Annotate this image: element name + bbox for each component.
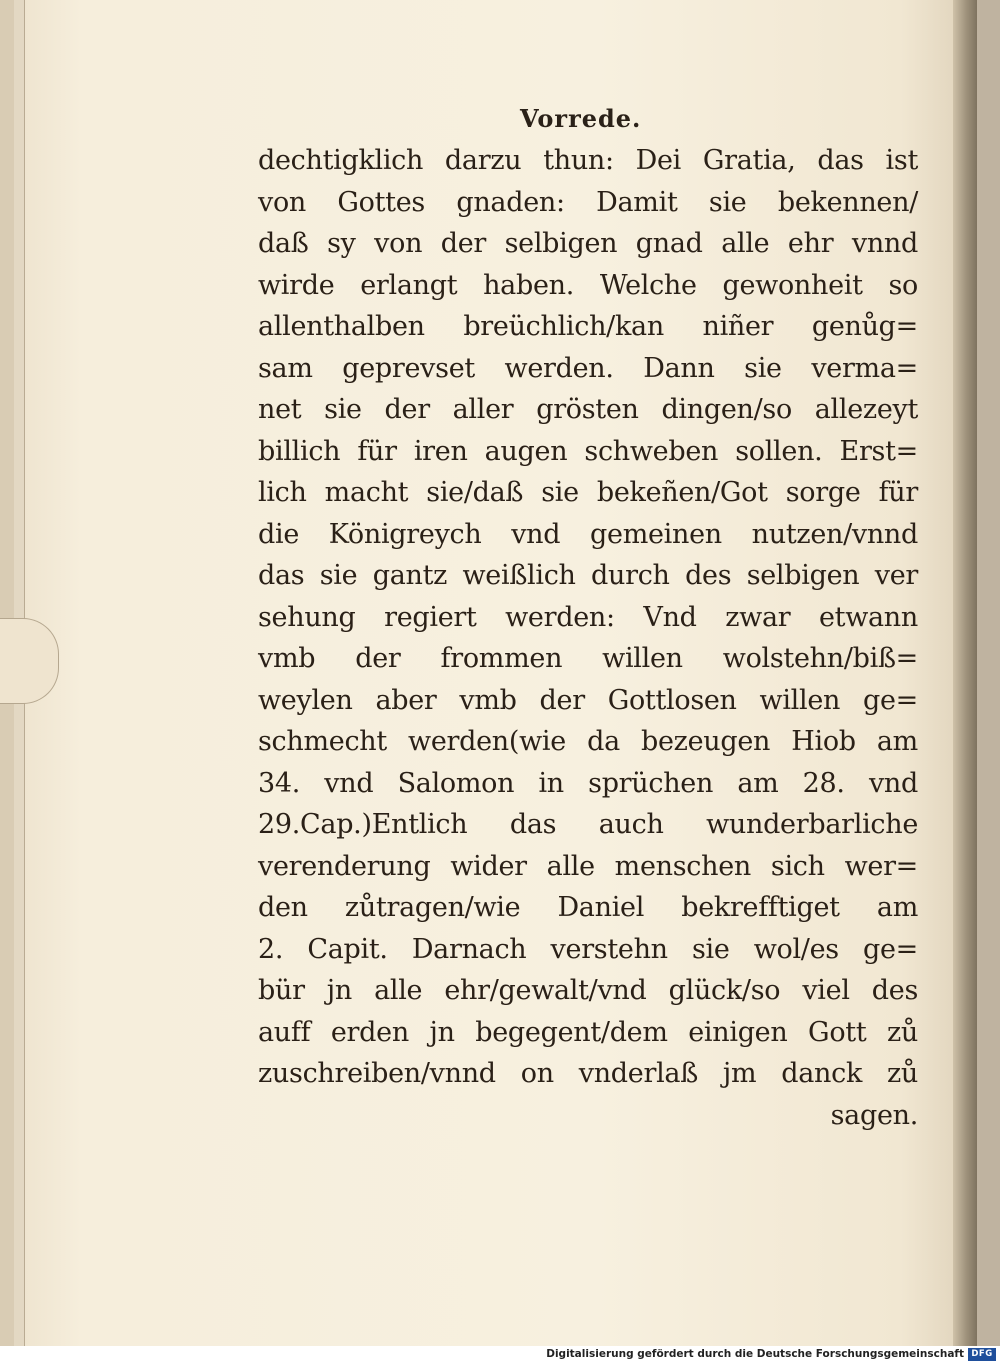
text-line: weylen aber vmb der Gottlosen willen ge= <box>258 684 918 716</box>
text-line: schmecht werden(wie da bezeugen Hiob am <box>258 726 918 757</box>
dfg-logo: DFG <box>968 1348 996 1361</box>
text-line: verenderung wider alle menschen sich wer= <box>258 850 918 882</box>
text-line: allenthalben breüchlich/kan niñer genůg= <box>258 311 918 342</box>
binding-edge <box>953 0 977 1346</box>
text-line: 29.Cap.)Entlich das auch wunderbarliche <box>258 809 918 840</box>
page-tab <box>0 618 59 704</box>
text-line: auff erden jn begegent/dem einigen Gott zů <box>258 1016 918 1048</box>
text-line: vmb der frommen willen wolstehn/biß= <box>258 643 918 674</box>
footer-bar <box>0 1346 1000 1364</box>
running-head: Vorrede. <box>520 104 642 133</box>
text-line: die Königreych vnd gemeinen nutzen/vnnd <box>258 518 918 550</box>
text-line: lich macht sie/daß sie bekeñen/Got sorge für <box>258 477 918 508</box>
text-line: von Gottes gnaden: Damit sie bekennen/ <box>258 186 918 218</box>
text-line: 2. Capit. Darnach verstehn sie wol/es ge= <box>258 933 918 965</box>
text-line: sam geprevset werden. Dann sie verma= <box>258 352 918 384</box>
text-line: sehung regiert werden: Vnd zwar etwann <box>258 601 918 633</box>
footer-credit: Digitalisierung gefördert durch die Deutsche Forschungsgemeinschaft <box>546 1348 964 1360</box>
text-line: net sie der aller grösten dingen/so allezeyt <box>258 394 918 425</box>
text-line: billich für iren augen schweben sollen. Erst= <box>258 435 918 467</box>
text-line: bür jn alle ehr/gewalt/vnd glück/so viel des <box>258 975 918 1006</box>
text-block <box>258 140 918 1136</box>
text-line: das sie gantz weißlich durch des selbigen ver <box>258 560 918 591</box>
text-line: zuschreiben/vnnd on vnderlaß jm danck zů <box>258 1058 918 1089</box>
text-line: wirde erlangt haben. Welche gewonheit so <box>258 269 918 301</box>
text-line: dechtigklich darzu thun: Dei Gratia, das ist <box>258 145 918 176</box>
text-line: 34. vnd Salomon in sprüchen am 28. vnd <box>258 767 918 799</box>
text-line-last: sagen. <box>830 1099 918 1131</box>
text-line: den zůtragen/wie Daniel bekrefftiget am <box>258 892 918 923</box>
text-line: daß sy von der selbigen gnad alle ehr vnnd <box>258 228 918 259</box>
